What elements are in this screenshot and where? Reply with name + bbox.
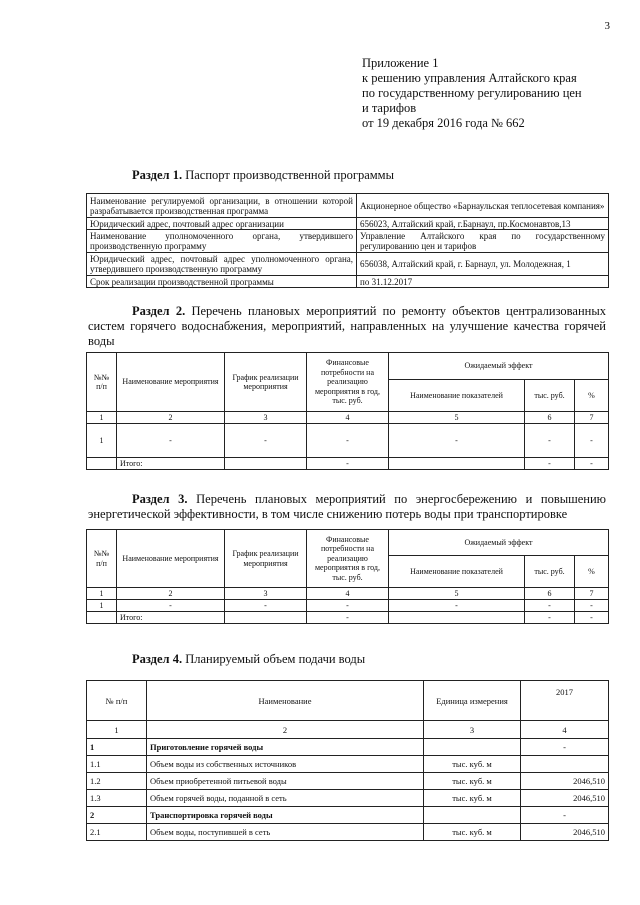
table-cell: -: [525, 612, 575, 624]
col-header-effect: Ожидаемый эффект: [389, 353, 609, 380]
row-number: 2: [87, 807, 147, 824]
table-cell: [87, 612, 117, 624]
col-header-thousand: тыс. руб.: [525, 380, 575, 412]
table-cell: -: [389, 600, 525, 612]
table-header-row: [87, 530, 609, 556]
page-number: 3: [604, 20, 610, 32]
table-cell: -: [225, 424, 307, 458]
col-header-effect: Ожидаемый эффект: [389, 530, 609, 556]
row-unit: тыс. куб. м: [424, 756, 521, 773]
col-number: 6: [525, 588, 575, 600]
table-cell: [87, 458, 117, 470]
table-cell: -: [525, 458, 575, 470]
table-header-row: [87, 353, 609, 380]
passport-value: 656023, Алтайский край, г.Барнаул, пр.Космонавтов,13: [357, 218, 609, 230]
column-number-row: [87, 721, 609, 739]
row-name: Объем приобретенной питьевой воды: [147, 773, 424, 790]
passport-value: Акционерное общество «Барнаульская теплосетевая компания»: [357, 194, 609, 218]
table-cell: [225, 458, 307, 470]
col-number: 3: [225, 588, 307, 600]
col-header-year: 2017: [521, 681, 609, 721]
table-row: [87, 824, 609, 841]
passport-key: Наименование уполномоченного органа, утвердившего производственную программу: [87, 230, 357, 253]
table-cell: [225, 612, 307, 624]
table-cell: [389, 458, 525, 470]
row-unit: [424, 739, 521, 756]
passport-key: Юридический адрес, почтовый адрес уполномоченного органа, утвердившего производственную программу: [87, 253, 357, 276]
row-value: -: [521, 807, 609, 824]
table-cell: -: [117, 600, 225, 612]
section1-title: Паспорт производственной программы: [185, 168, 394, 182]
section3-label: Раздел 3.: [132, 492, 188, 506]
col-header-num: №№ п/п: [87, 530, 117, 588]
passport-key: Наименование регулируемой организации, в отношении которой разрабатывается производственная программа: [87, 194, 357, 218]
row-value: 2046,510: [521, 773, 609, 790]
column-number-row: [87, 412, 609, 424]
total-row: [87, 612, 609, 624]
table-header-row: [87, 681, 609, 721]
row-name: Объем воды, поступившей в сеть: [147, 824, 424, 841]
section3-title: Перечень плановых мероприятий по энергосбережению и повышению энергетической эффективности, в том числе снижению потерь воды при транспортировке: [88, 492, 607, 521]
row-unit: тыс. куб. м: [424, 790, 521, 807]
col-number: 1: [87, 588, 117, 600]
col-number: 2: [117, 412, 225, 424]
col-number: 4: [307, 588, 389, 600]
col-header-schedule: График реализации мероприятия: [225, 530, 307, 588]
table-cell: -: [525, 600, 575, 612]
repair-measures-table: [86, 352, 609, 470]
appendix-line: и тарифов: [362, 101, 417, 115]
col-header-percent: %: [575, 380, 609, 412]
table-row: [87, 218, 609, 230]
col-number: 7: [575, 412, 609, 424]
section2-label: Раздел 2.: [132, 304, 186, 318]
passport-value: по 31.12.2017: [357, 276, 609, 288]
row-value: 2046,510: [521, 824, 609, 841]
table-row: [87, 756, 609, 773]
col-header-percent: %: [575, 556, 609, 588]
col-header-indicator: Наименование показателей: [389, 380, 525, 412]
appendix-line: к решению управления Алтайского края: [362, 71, 577, 85]
row-number: 1: [87, 739, 147, 756]
table-cell: -: [575, 612, 609, 624]
row-number: 1.3: [87, 790, 147, 807]
passport-key: Юридический адрес, почтовый адрес организации: [87, 218, 357, 230]
row-name: Приготовление горячей воды: [147, 739, 424, 756]
row-unit: тыс. куб. м: [424, 773, 521, 790]
total-row: [87, 458, 609, 470]
row-number: 1.1: [87, 756, 147, 773]
col-number: 3: [424, 721, 521, 739]
row-name: Объем воды из собственных источников: [147, 756, 424, 773]
row-unit: тыс. куб. м: [424, 824, 521, 841]
appendix-line: Приложение 1: [362, 56, 439, 70]
col-number: 1: [87, 721, 147, 739]
col-number: 2: [147, 721, 424, 739]
col-number: 6: [525, 412, 575, 424]
col-number: 4: [521, 721, 609, 739]
table-cell: -: [575, 458, 609, 470]
section4-label: Раздел 4.: [132, 652, 183, 666]
col-number: 5: [389, 412, 525, 424]
table-cell: [389, 612, 525, 624]
col-header-finance: Финансовые потребности на реализацию мероприятия в год, тыс. руб.: [307, 530, 389, 588]
table-cell: -: [389, 424, 525, 458]
col-number: 1: [87, 412, 117, 424]
table-cell: -: [225, 600, 307, 612]
row-unit: [424, 807, 521, 824]
table-cell: 1: [87, 600, 117, 612]
table-row: [87, 739, 609, 756]
passport-table: [86, 193, 609, 288]
appendix-line: от 19 декабря 2016 года № 662: [362, 116, 525, 130]
section2-title: Перечень плановых мероприятий по ремонту объектов централизованных систем горячего водоснабжения, мероприятий, направленных на улучшение качества горячей воды: [88, 304, 606, 348]
row-name: Транспортировка горячей воды: [147, 807, 424, 824]
passport-value: Управление Алтайского края по государственному регулированию цен и тарифов: [357, 230, 609, 253]
col-header-unit: Единица измерения: [424, 681, 521, 721]
water-volume-table: [86, 680, 609, 841]
col-header-num: № п/п: [87, 681, 147, 721]
col-number: 3: [225, 412, 307, 424]
section2-heading: [88, 304, 606, 349]
passport-value: 656038, Алтайский край, г. Барнаул, ул. Молодежная, 1: [357, 253, 609, 276]
col-header-name: Наименование мероприятия: [117, 353, 225, 412]
table-row: [87, 807, 609, 824]
col-header-num: №№ п/п: [87, 353, 117, 412]
col-number: 5: [389, 588, 525, 600]
section3-heading: [88, 492, 606, 522]
table-cell: -: [307, 424, 389, 458]
energy-measures-table: [86, 529, 609, 624]
table-row: [87, 276, 609, 288]
section4-title: Планируемый объем подачи воды: [185, 652, 366, 666]
table-row: [87, 194, 609, 218]
section1-heading: [132, 168, 394, 183]
appendix-header: [362, 56, 582, 131]
row-number: 1.2: [87, 773, 147, 790]
column-number-row: [87, 588, 609, 600]
col-number: 4: [307, 412, 389, 424]
section1-label: Раздел 1.: [132, 168, 183, 182]
col-header-finance: Финансовые потребности на реализацию мероприятия в год, тыс. руб.: [307, 353, 389, 412]
row-value: 2046,510: [521, 790, 609, 807]
col-number: 2: [117, 588, 225, 600]
row-number: 2.1: [87, 824, 147, 841]
table-cell: -: [575, 424, 609, 458]
row-value: [521, 756, 609, 773]
passport-key: Срок реализации производственной программы: [87, 276, 357, 288]
table-cell: -: [307, 612, 389, 624]
table-row: [87, 424, 609, 458]
col-header-name: Наименование: [147, 681, 424, 721]
section4-heading: [132, 652, 365, 667]
table-row: [87, 773, 609, 790]
col-header-schedule: График реализации мероприятия: [225, 353, 307, 412]
table-row: [87, 790, 609, 807]
table-cell: 1: [87, 424, 117, 458]
table-cell: -: [307, 458, 389, 470]
total-label: Итого:: [117, 458, 225, 470]
table-cell: -: [307, 600, 389, 612]
table-cell: -: [117, 424, 225, 458]
total-label: Итого:: [117, 612, 225, 624]
col-header-thousand: тыс. руб.: [525, 556, 575, 588]
table-row: [87, 230, 609, 253]
table-row: [87, 253, 609, 276]
appendix-line: по государственному регулированию цен: [362, 86, 582, 100]
table-cell: -: [525, 424, 575, 458]
row-name: Объем горячей воды, поданной в сеть: [147, 790, 424, 807]
table-cell: -: [575, 600, 609, 612]
col-number: 7: [575, 588, 609, 600]
col-header-name: Наименование мероприятия: [117, 530, 225, 588]
col-header-indicator: Наименование показателей: [389, 556, 525, 588]
row-value: -: [521, 739, 609, 756]
table-row: [87, 600, 609, 612]
